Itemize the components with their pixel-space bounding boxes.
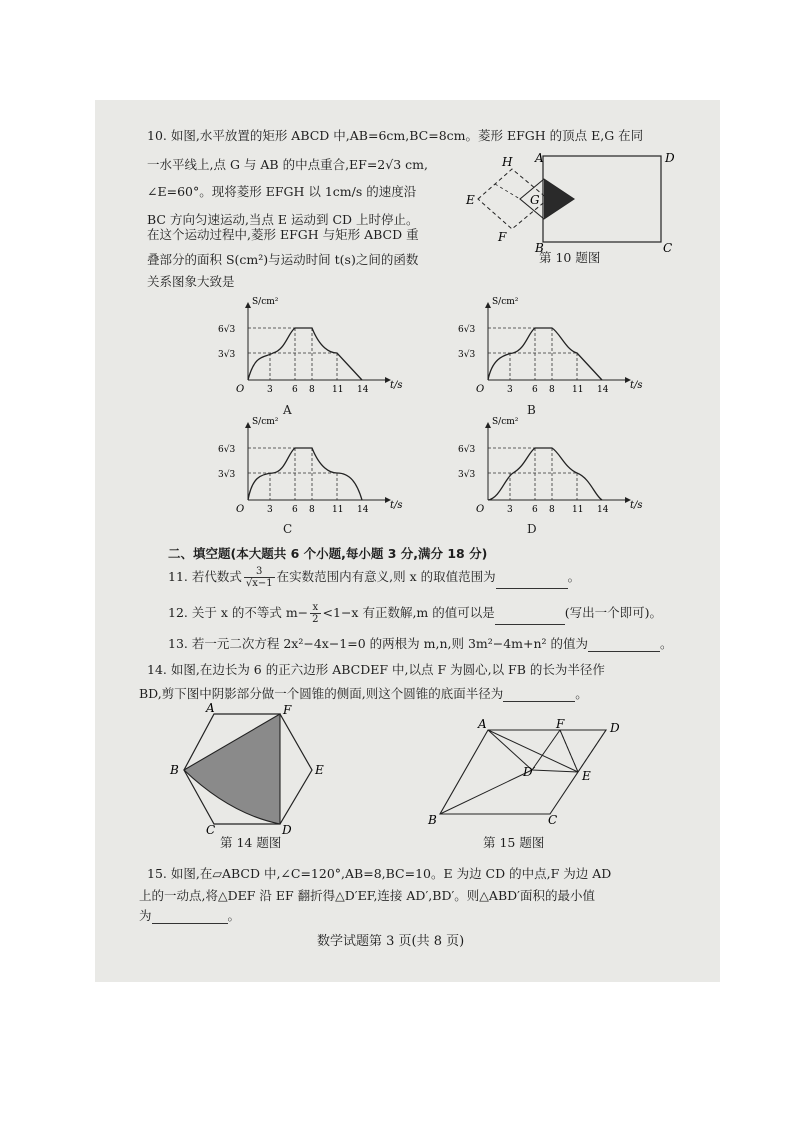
fig15-label-c: C [548, 813, 558, 827]
y-tick-label: 6√3 [458, 445, 476, 455]
option-a-label[interactable]: A [283, 403, 292, 417]
fig15-label-d-prime: D′ [523, 765, 536, 779]
q11-frac-num: 3 [244, 566, 275, 578]
q11-fraction [244, 566, 275, 589]
fig10-label-b: B [535, 241, 544, 255]
q10-line-4: BC 方向匀速运动,当点 E 运动到 CD 上时停止。 [147, 212, 419, 227]
option-d-graph [440, 417, 643, 528]
q13 [168, 636, 673, 652]
q15-line-1: 15. 如图,在▱ABCD 中,∠C=120°,AB=8,BC=10。E 为边 CD 的中点,F 为边 AD [147, 866, 612, 881]
option-d-label[interactable]: D [527, 522, 537, 536]
option-b-graph [440, 297, 643, 408]
y-tick-label: 3√3 [458, 350, 476, 360]
section-2-title: 二、填空题(本大题共 6 个小题,每小题 3 分,满分 18 分) [168, 546, 488, 561]
q12 [168, 602, 662, 625]
origin-label: O [236, 504, 245, 515]
x-tick-label: 6 [532, 505, 538, 515]
x-tick-label: 8 [549, 505, 555, 515]
x-tick-label: 11 [332, 505, 344, 515]
x-tick-label: 8 [549, 385, 555, 395]
y-tick-label: 6√3 [458, 325, 476, 335]
y-axis-arrow [245, 422, 251, 428]
x-tick-label: 11 [572, 505, 584, 515]
option-a-graph [200, 297, 403, 408]
fig14-label-b: B [170, 763, 179, 777]
x-tick-label: 3 [267, 505, 273, 515]
q13-text: 13. 若一元二次方程 2x²−4x−1=0 的两根为 m,n,则 3m²−4m+n² 的值为 [168, 636, 589, 651]
x-tick-label: 14 [357, 385, 369, 395]
y-axis-label: S/cm² [492, 417, 519, 427]
x-tick-label: 14 [357, 505, 369, 515]
x-tick-label: 11 [332, 385, 344, 395]
fig14-label-f: F [283, 703, 292, 717]
q10-line-3: ∠E=60°。现将菱形 EFGH 以 1cm/s 的速度沿 [147, 184, 417, 199]
q12-fraction [310, 602, 320, 625]
graph-curve-a [248, 328, 362, 380]
fig14-label-d: D [282, 823, 292, 837]
x-tick-label: 8 [309, 385, 315, 395]
fig10-label-h: H [502, 155, 513, 169]
x-tick-label: 3 [507, 505, 513, 515]
q12-frac-den: 2 [312, 614, 319, 625]
x-axis-label: t/s [630, 380, 643, 391]
option-c-graph [200, 417, 403, 528]
fig15-label-e: E [582, 769, 591, 783]
q14-end: 。 [575, 686, 588, 701]
option-b-label[interactable]: B [527, 403, 536, 417]
q15-end: 。 [227, 908, 241, 923]
y-axis-label: S/cm² [252, 417, 279, 427]
x-tick-label: 6 [532, 385, 538, 395]
q13-answer-blank[interactable] [588, 639, 660, 652]
page-footer: 数学试题第 3 页(共 8 页) [317, 934, 465, 949]
q15-line-2: 上的一动点,将△DEF 沿 EF 翻折得△D′EF,连接 AD′,BD′。则△ABD′面积的最小值 [139, 888, 595, 903]
y-axis-label: S/cm² [252, 297, 279, 307]
q11-answer-blank[interactable] [496, 576, 568, 589]
q14-figure-caption: 第 14 题图 [220, 835, 282, 850]
q15-figure-caption: 第 15 题图 [483, 835, 545, 850]
exam-page [95, 100, 720, 982]
y-axis-label: S/cm² [492, 297, 519, 307]
fig10-label-c: C [663, 241, 673, 255]
x-tick-label: 3 [267, 385, 273, 395]
x-axis-label: t/s [390, 500, 403, 511]
fig15-label-d: D [610, 721, 620, 735]
q12-suffix: <1−x 有正数解,m 的值可以是 [322, 605, 495, 620]
graph-curve-d [488, 448, 602, 500]
q10-figure-caption: 第 10 题图 [539, 250, 601, 265]
origin-label: O [476, 384, 485, 395]
q11-prefix: 11. 若代数式 [168, 569, 242, 584]
y-axis-arrow [485, 302, 491, 308]
y-tick-label: 6√3 [218, 445, 236, 455]
origin-label: O [236, 384, 245, 395]
q11-end: 。 [567, 569, 581, 584]
fig15-label-f: F [556, 717, 565, 731]
q10-line-2: 一水平线上,点 G 与 AB 的中点重合,EF=2√3 cm, [147, 157, 428, 172]
q14-answer-blank[interactable] [503, 689, 575, 702]
q15-line-3 [139, 908, 240, 924]
origin-label: O [476, 504, 485, 515]
fig14-label-a: A [206, 701, 215, 715]
q14-line-2 [139, 686, 588, 702]
q10-line-6: 叠部分的面积 S(cm²)与运动时间 t(s)之间的函数 [147, 252, 419, 267]
q12-frac-num: x [310, 602, 320, 614]
graph-curve-c [248, 448, 362, 500]
x-axis-label: t/s [390, 380, 403, 391]
option-c-label[interactable]: C [283, 522, 293, 536]
fig15-label-b: B [428, 813, 437, 827]
q10-line-7: 关系图象大致是 [147, 274, 235, 289]
figure-15 [430, 718, 630, 828]
figure-10 [450, 151, 675, 262]
y-tick-label: 3√3 [218, 350, 236, 360]
fig14-label-e: E [315, 763, 324, 777]
fig10-label-g: G [530, 193, 540, 207]
q13-end: 。 [660, 636, 673, 651]
q14-line-1: 14. 如图,在边长为 6 的正六边形 ABCDEF 中,以点 F 为圆心,以 FB 的长为半径作 [147, 662, 605, 677]
fig15-label-a: A [478, 717, 487, 731]
q10-line-1: 10. 如图,水平放置的矩形 ABCD 中,AB=6cm,BC=8cm。菱形 EFGH 的顶点 E,G 在同 [147, 128, 644, 143]
q11 [168, 566, 580, 589]
q12-end: (写出一个即可)。 [564, 605, 663, 620]
fig10-label-d: D [665, 151, 675, 165]
fig10-label-f: F [498, 230, 507, 244]
q11-frac-den: √x−1 [245, 578, 273, 589]
q15-answer-blank[interactable] [152, 911, 228, 924]
q11-suffix: 在实数范围内有意义,则 x 的取值范围为 [276, 569, 496, 584]
x-tick-label: 3 [507, 385, 513, 395]
y-tick-label: 6√3 [218, 325, 236, 335]
fig10-label-a: A [535, 151, 544, 165]
y-tick-label: 3√3 [458, 470, 476, 480]
figure-14 [170, 701, 330, 837]
q10-line-5: 在这个运动过程中,菱形 EFGH 与矩形 ABCD 重 [147, 227, 419, 242]
x-tick-label: 11 [572, 385, 584, 395]
x-tick-label: 8 [309, 505, 315, 515]
q12-prefix: 12. 关于 x 的不等式 m− [168, 605, 309, 620]
q15-line-3-text: 为 [139, 908, 152, 923]
graph-curve-b [488, 328, 602, 380]
x-tick-label: 6 [292, 505, 298, 515]
y-tick-label: 3√3 [218, 470, 236, 480]
x-tick-label: 6 [292, 385, 298, 395]
fig14-label-c: C [206, 823, 216, 837]
y-axis-arrow [245, 302, 251, 308]
x-tick-label: 14 [597, 385, 609, 395]
x-tick-label: 14 [597, 505, 609, 515]
q12-answer-blank[interactable] [495, 612, 565, 625]
x-axis-label: t/s [630, 500, 643, 511]
y-axis-arrow [485, 422, 491, 428]
fig10-label-e: E [466, 193, 475, 207]
q14-line-2-text: BD,剪下图中阴影部分做一个圆锥的侧面,则这个圆锥的底面半径为 [139, 686, 504, 701]
